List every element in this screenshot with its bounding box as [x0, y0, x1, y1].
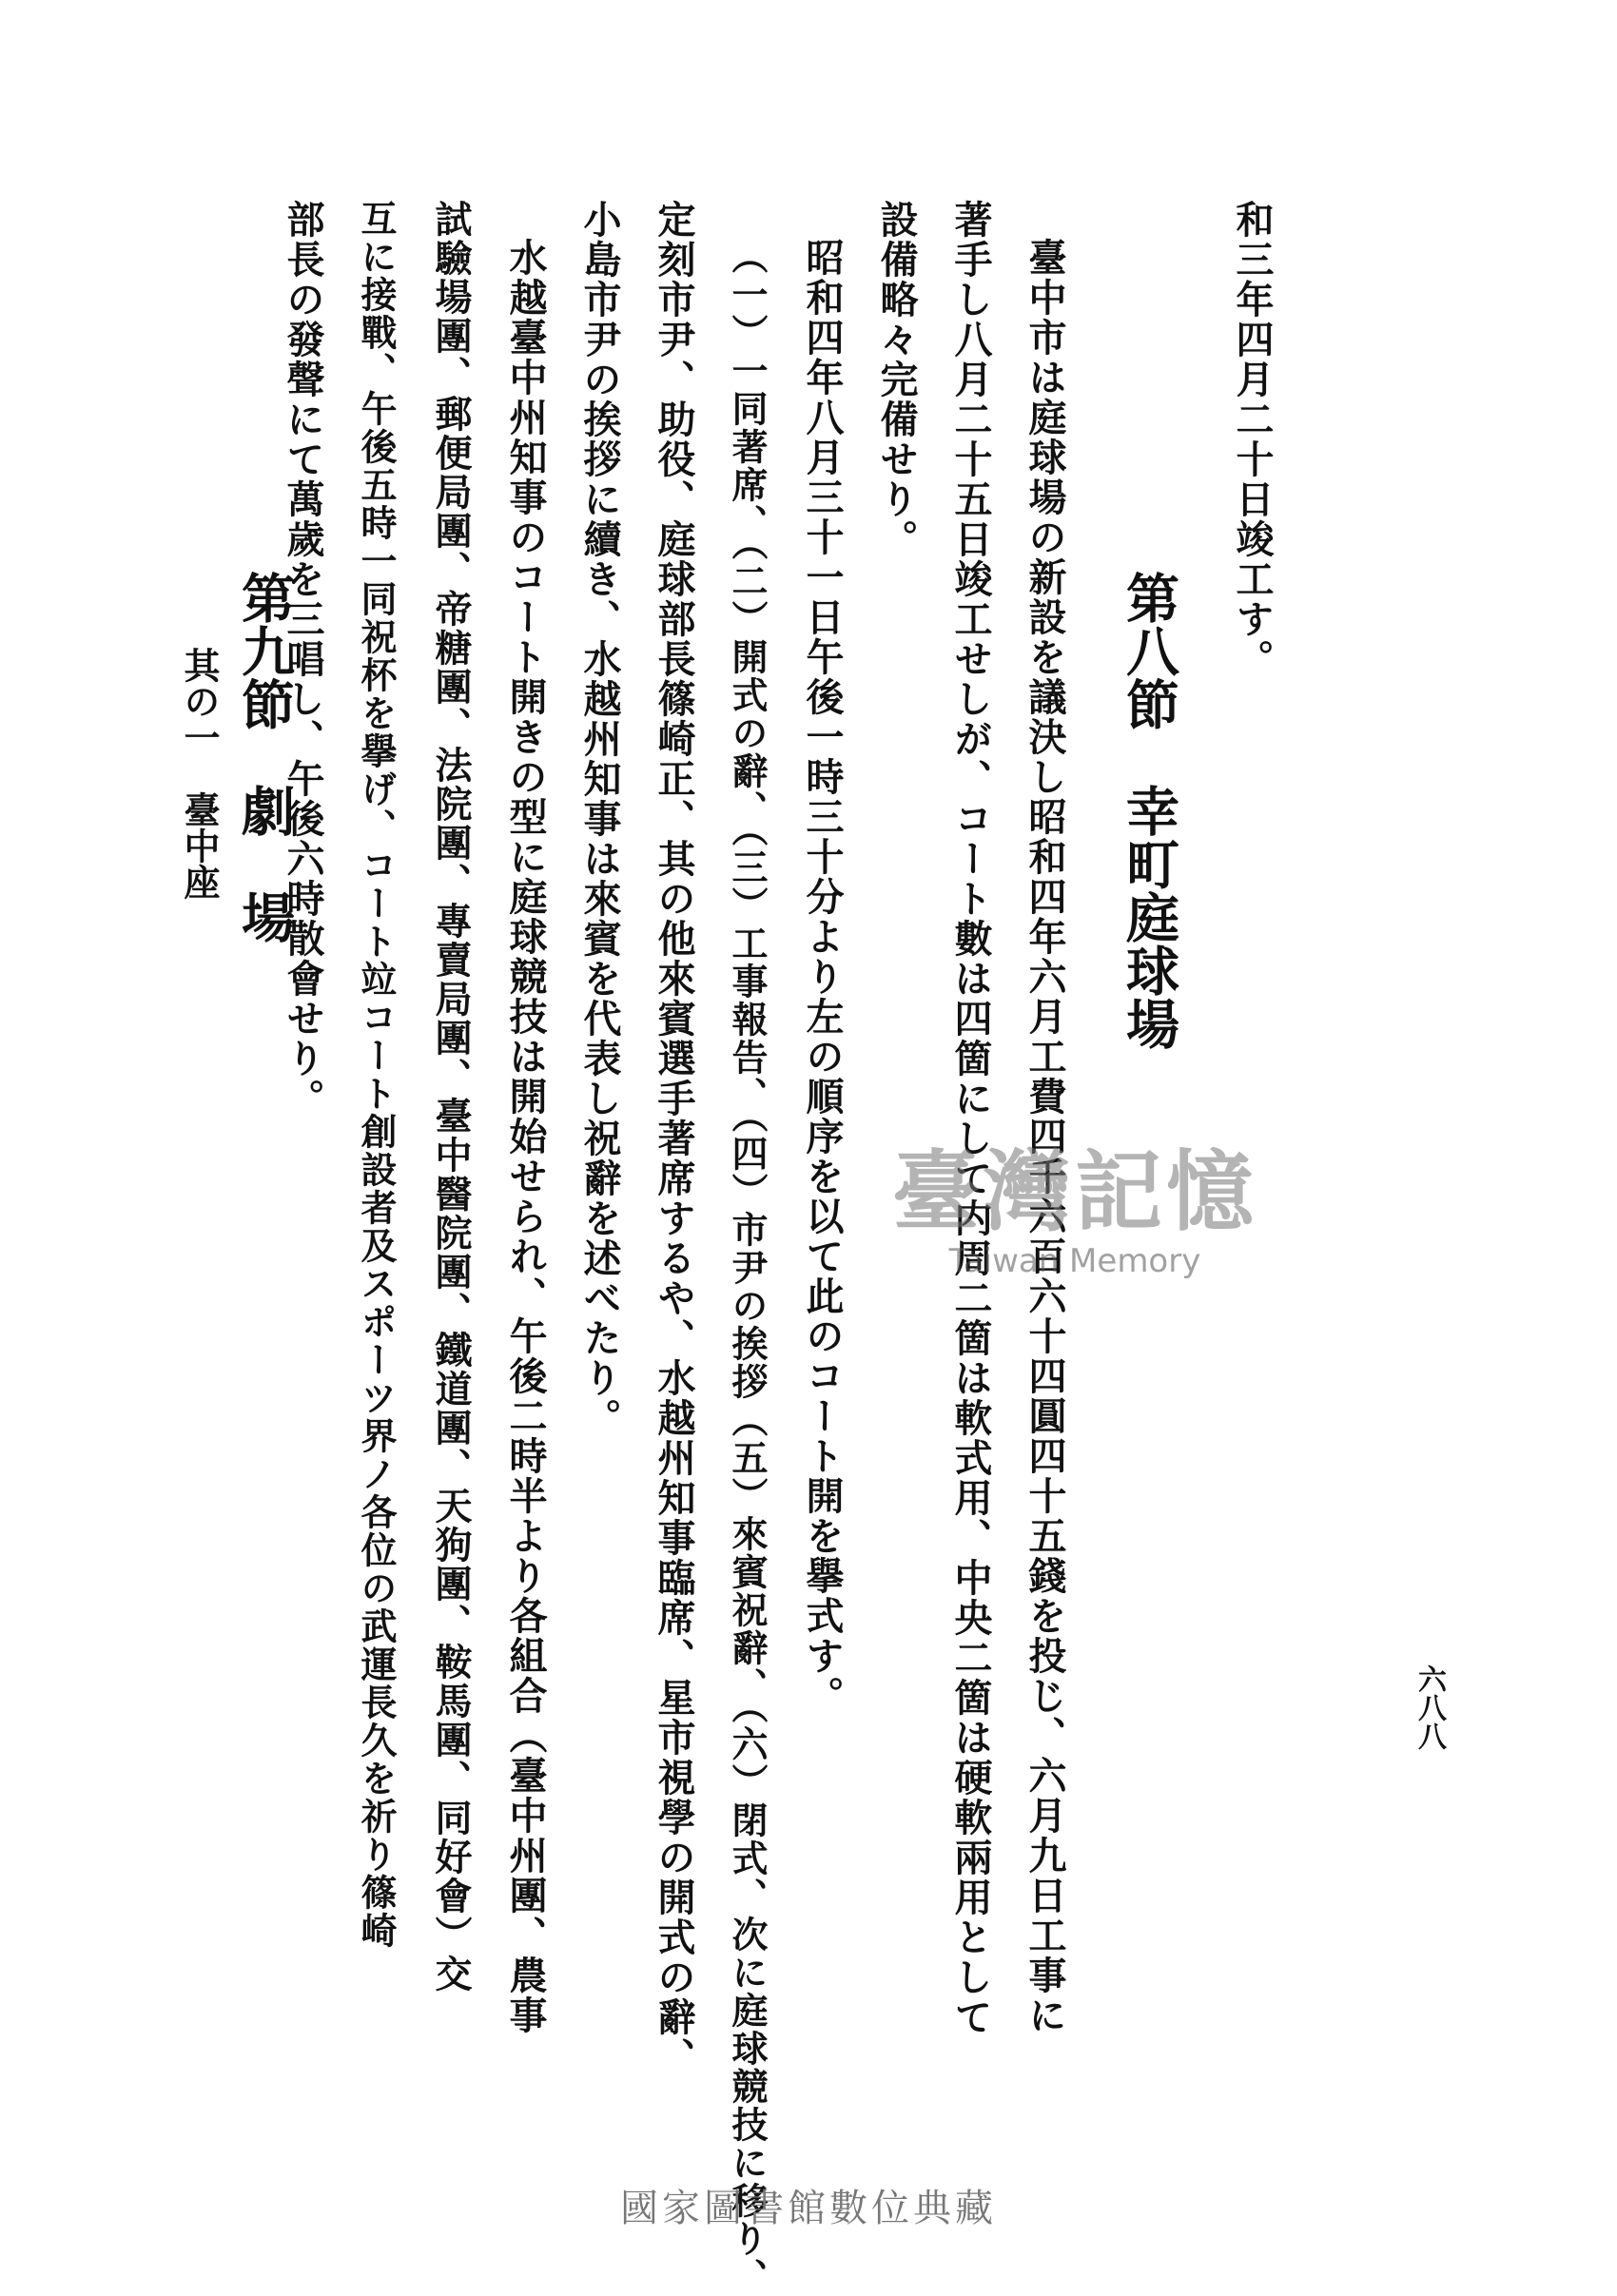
- text-column-11: 互に接戰、午後五時一同祝杯を擧げ、コート竝コート創設者及スポーツ界ノ各位の武運長久を祈り篠崎: [355, 200, 398, 1950]
- page-number: 六八八: [1412, 1664, 1446, 1750]
- text-column-3: 著手し八月二十五日竣工せしが、コート數は四箇にして内周二箇は軟式用、中央二箇は硬軟兩用として: [948, 200, 993, 2037]
- text-column-8: 小島市尹の挨拶に續き、水越州知事は來賓を代表し祝辭を述べたり。: [577, 200, 622, 1438]
- text-column-7: 定刻市尹、助役、庭球部長篠崎正、其の他來賓選手著席するや、水越州知事臨席、星市視學の開式の辭、: [652, 200, 696, 2077]
- text-column-6: （一）一同著席、（二）開式の辭、（三）工事報告、（四）市尹の挨拶（五）來賓祝辭、（六）閉式、次に庭球競技に移り、: [726, 238, 769, 2296]
- taiwan-memory-watermark: [828, 1122, 1322, 1303]
- watermark-english: Taiwan Memory: [948, 1242, 1201, 1280]
- footer-library-credit: 國家圖書館數位典藏: [620, 2187, 997, 2230]
- section-9-subheading: 其の一 臺中座: [178, 647, 221, 900]
- watermark-chinese: 臺灣記憶: [891, 1140, 1257, 1243]
- text-column-1: 和三年四月二十日竣工す。: [1230, 200, 1275, 679]
- section-8-heading: 第八節 幸町庭球場: [1118, 571, 1180, 1050]
- text-column-2: 臺中市は庭球場の新設を議決し昭和四年六月工費四千六百六十四圓四十五錢を投じ、六月九日工事に: [1023, 238, 1067, 2035]
- text-column-4: 設備略々完備せり。: [874, 200, 919, 559]
- text-column-5: 昭和四年八月三十一日午後一時三十分より左の順序を以て此のコート開を擧式す。: [800, 238, 845, 1716]
- text-column-9: 水越臺中州知事のコート開きの型に庭球競技は開始せられ、午後二時半より各組合（臺中州團、農事: [503, 238, 548, 2035]
- text-column-12: 部長の發聲にて萬歲を三唱し、午後六時散會せり。: [281, 200, 325, 1119]
- text-column-10: 試驗場團、郵便局團、帝糖團、法院團、專賣局團、臺中醫院團、鐵道團、天狗團、鞍馬團、同好會）交: [429, 200, 473, 1994]
- section-9-heading: 第九節 劇 場: [233, 571, 296, 944]
